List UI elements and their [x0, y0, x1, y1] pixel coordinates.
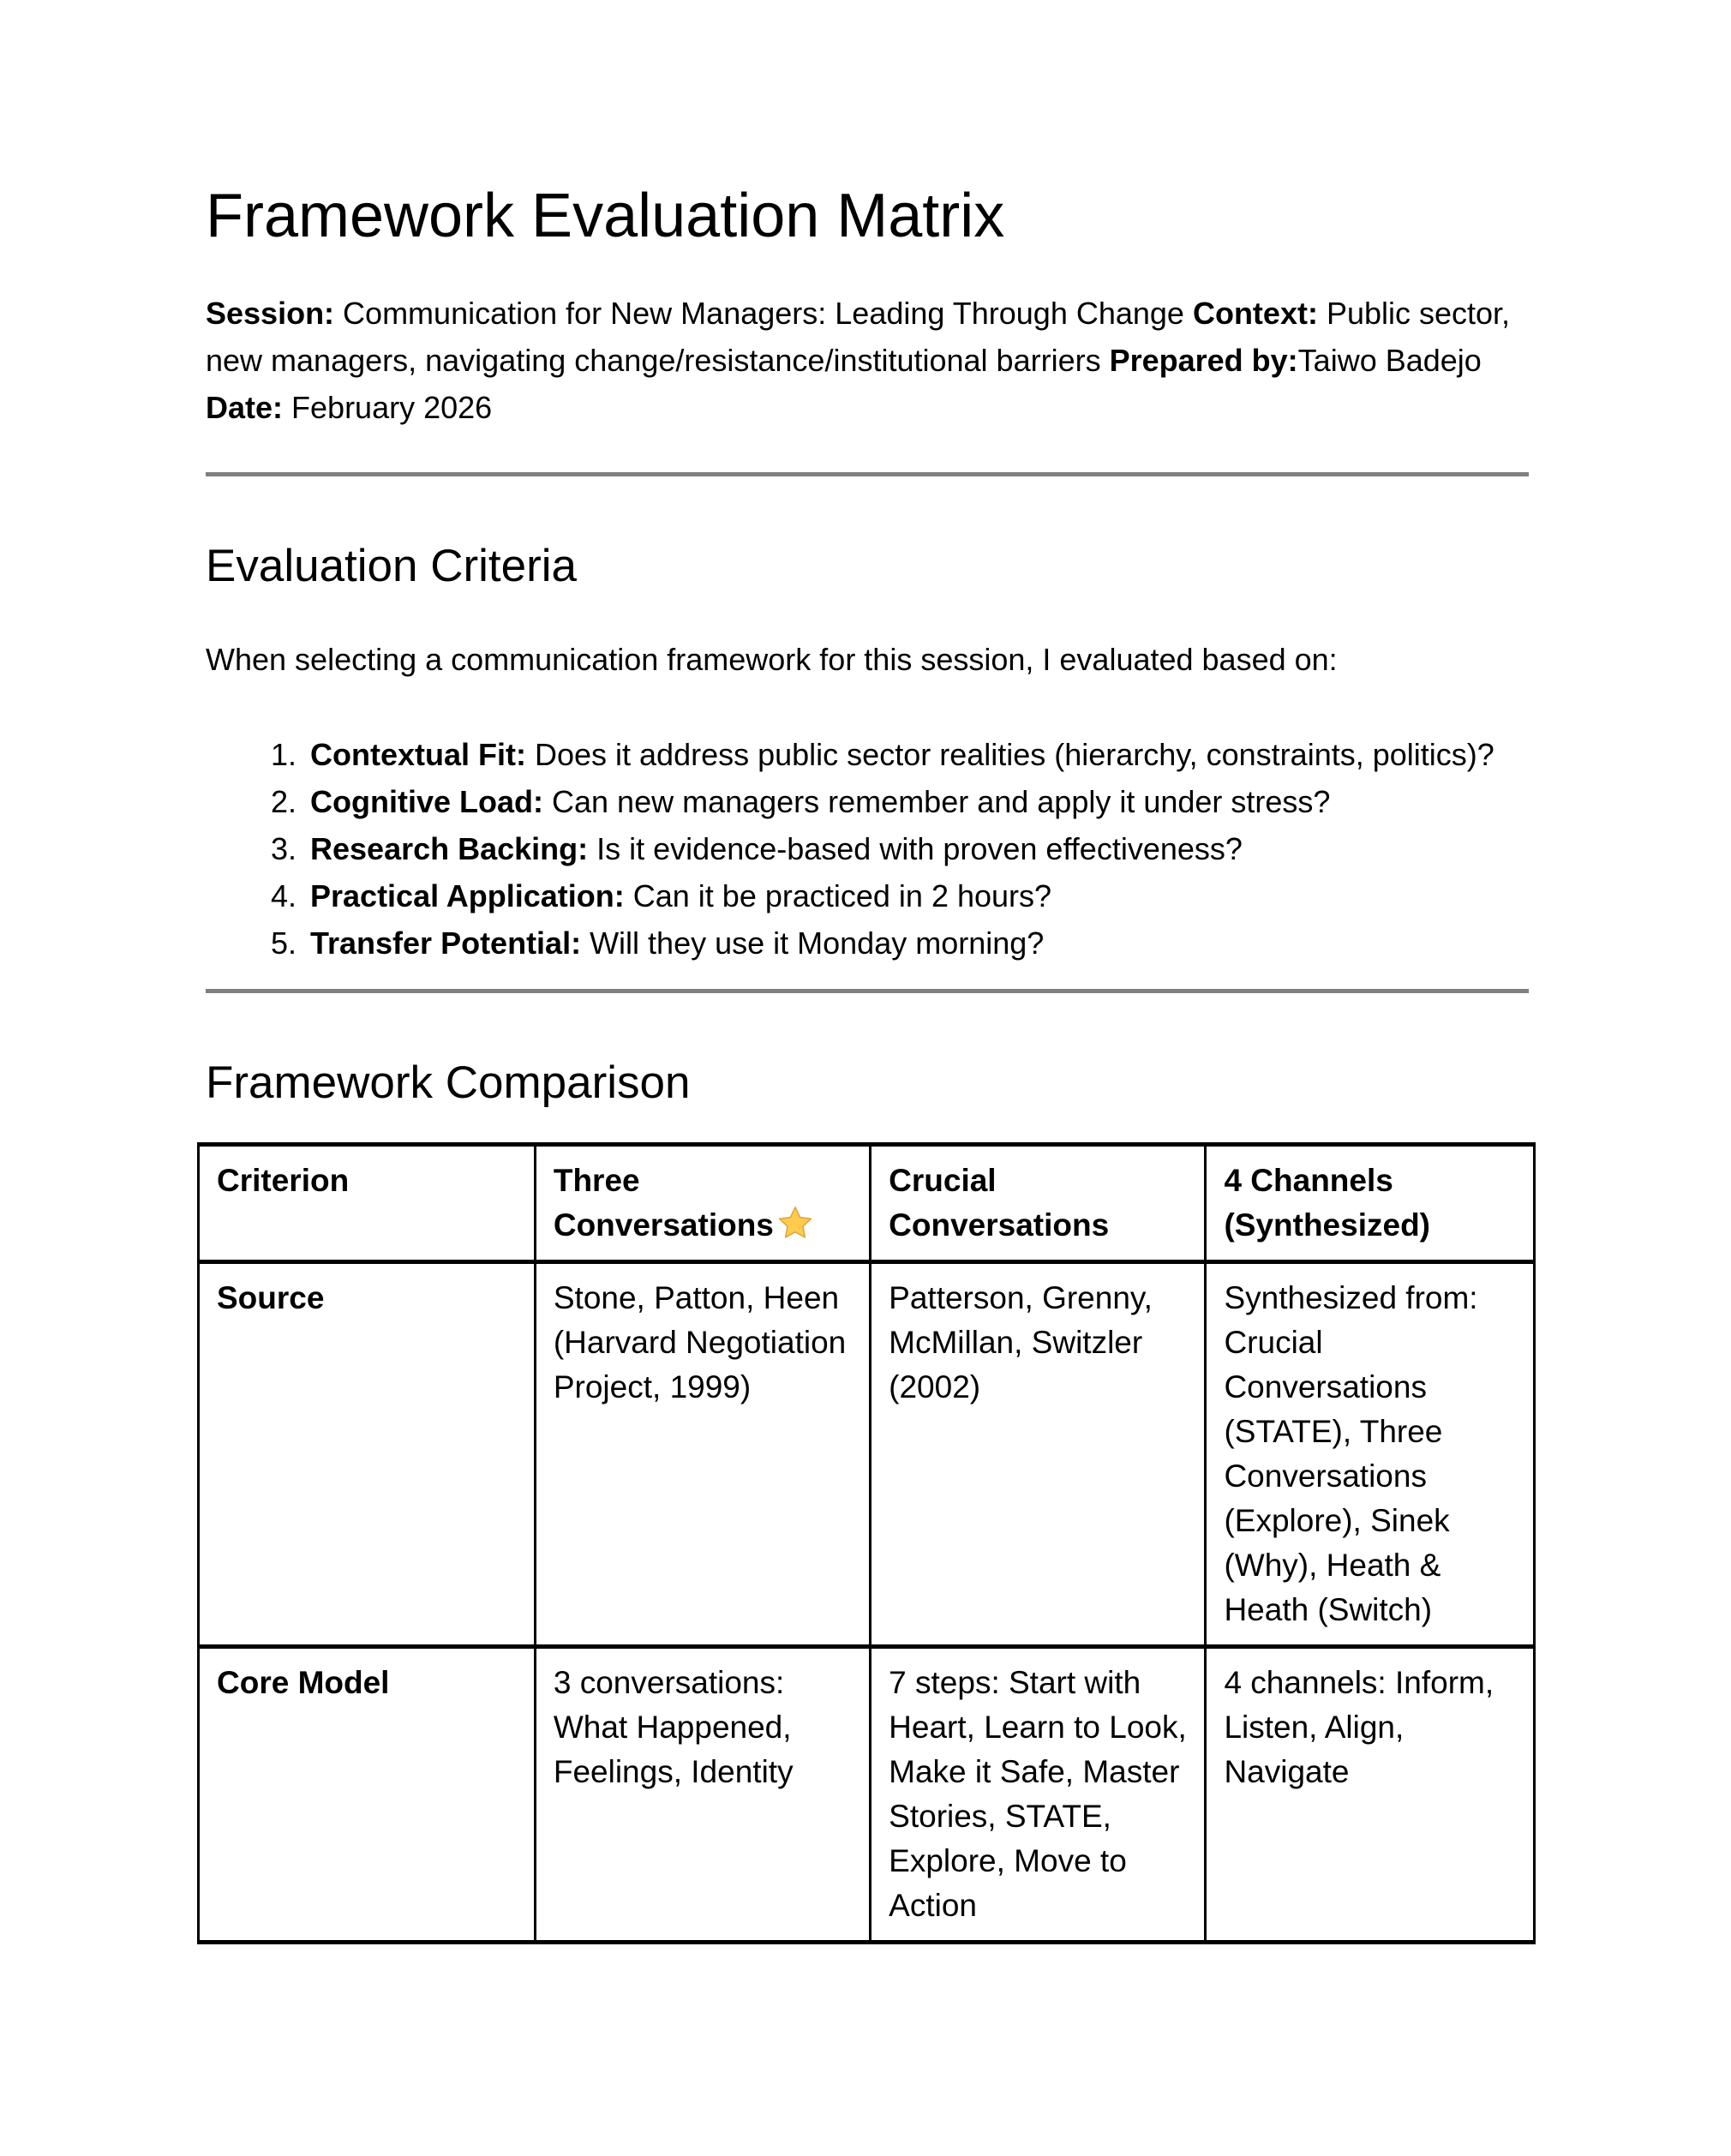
meta-label-context: Context:: [1192, 296, 1318, 331]
table-cell: 7 steps: Start with Heart, Learn to Look, Make it Safe, Master Stories, STATE, Explore, Move to Action: [871, 1647, 1206, 1943]
star-icon: [777, 1205, 813, 1241]
list-item: [305, 731, 1529, 778]
item-label: Contextual Fit:: [310, 737, 526, 772]
item-text: Does it address public sector realities (hierarchy, constraints, politics)?: [525, 737, 1494, 772]
meta-text-context: Public sector, new managers, navigating change/resistance/institutional barriers: [206, 296, 1511, 378]
header-label: Crucial Conversations: [889, 1163, 1110, 1243]
item-text: Is it evidence-based with proven effectiveness?: [588, 831, 1243, 866]
row-label-source: Source: [199, 1262, 536, 1647]
meta-label-date: Date:: [206, 390, 284, 425]
table-row-core-model: [199, 1647, 1535, 1943]
heading-evaluation-criteria: Evaluation Criteria: [206, 541, 578, 591]
table-cell: Stone, Patton, Heen (Harvard Negotiation Project, 1999): [535, 1262, 870, 1647]
section-divider: [206, 989, 1529, 993]
row-label-core-model: Core Model: [199, 1647, 536, 1943]
list-item: [305, 919, 1529, 967]
item-text: Can it be practiced in 2 hours?: [624, 878, 1052, 913]
meta-label-session: Session:: [206, 296, 335, 331]
item-label: Cognitive Load:: [310, 784, 543, 819]
framework-comparison-table: [197, 1142, 1536, 1944]
table-cell: Patterson, Grenny, McMillan, Switzler (2002): [871, 1262, 1206, 1647]
item-text: Will they use it Monday morning?: [581, 925, 1045, 961]
page-title: Framework Evaluation Matrix: [206, 182, 1005, 250]
section-divider: [206, 472, 1529, 476]
meta-label-prepared-by: Prepared by:: [1109, 343, 1298, 378]
table-cell: Synthesized from: Crucial Conversations (STATE), Three Conversations (Explore), Sinek (Why), Heath & Heath (Switch): [1206, 1262, 1535, 1647]
header-label: Criterion: [217, 1163, 350, 1198]
item-label: Research Backing:: [310, 831, 589, 866]
header-label: 4 Channels (Synthesized): [1224, 1163, 1430, 1243]
list-item: [305, 872, 1529, 919]
meta-text-prepared-by: Taiwo Badejo: [1297, 343, 1482, 378]
list-item: [305, 825, 1529, 872]
table-header-row: [199, 1145, 1535, 1262]
header-label: Three Conversations: [553, 1163, 774, 1243]
meta-text-session: Communication for New Managers: Leading Through Change: [334, 296, 1193, 331]
heading-framework-comparison: Framework Comparison: [206, 1057, 691, 1108]
table-cell: 3 conversations: What Happened, Feelings, Identity: [535, 1647, 870, 1943]
table-row-source: [199, 1262, 1535, 1647]
item-text: Can new managers remember and apply it under stress?: [543, 784, 1331, 819]
header-cell-three-conversations: [535, 1145, 870, 1262]
header-cell-crucial-conversations: [871, 1145, 1206, 1262]
meta-text-date: February 2026: [283, 390, 493, 425]
criteria-intro: When selecting a communication framework for this session, I evaluated based on:: [206, 642, 1338, 677]
item-label: Transfer Potential:: [310, 925, 582, 961]
table-cell: 4 channels: Inform, Listen, Align, Navigate: [1206, 1647, 1535, 1943]
item-label: Practical Application:: [310, 878, 625, 913]
meta-paragraph: [206, 290, 1529, 431]
header-cell-criterion: [199, 1145, 536, 1262]
criteria-list: [206, 731, 1529, 967]
list-item: [305, 778, 1529, 825]
header-cell-4-channels: [1206, 1145, 1535, 1262]
